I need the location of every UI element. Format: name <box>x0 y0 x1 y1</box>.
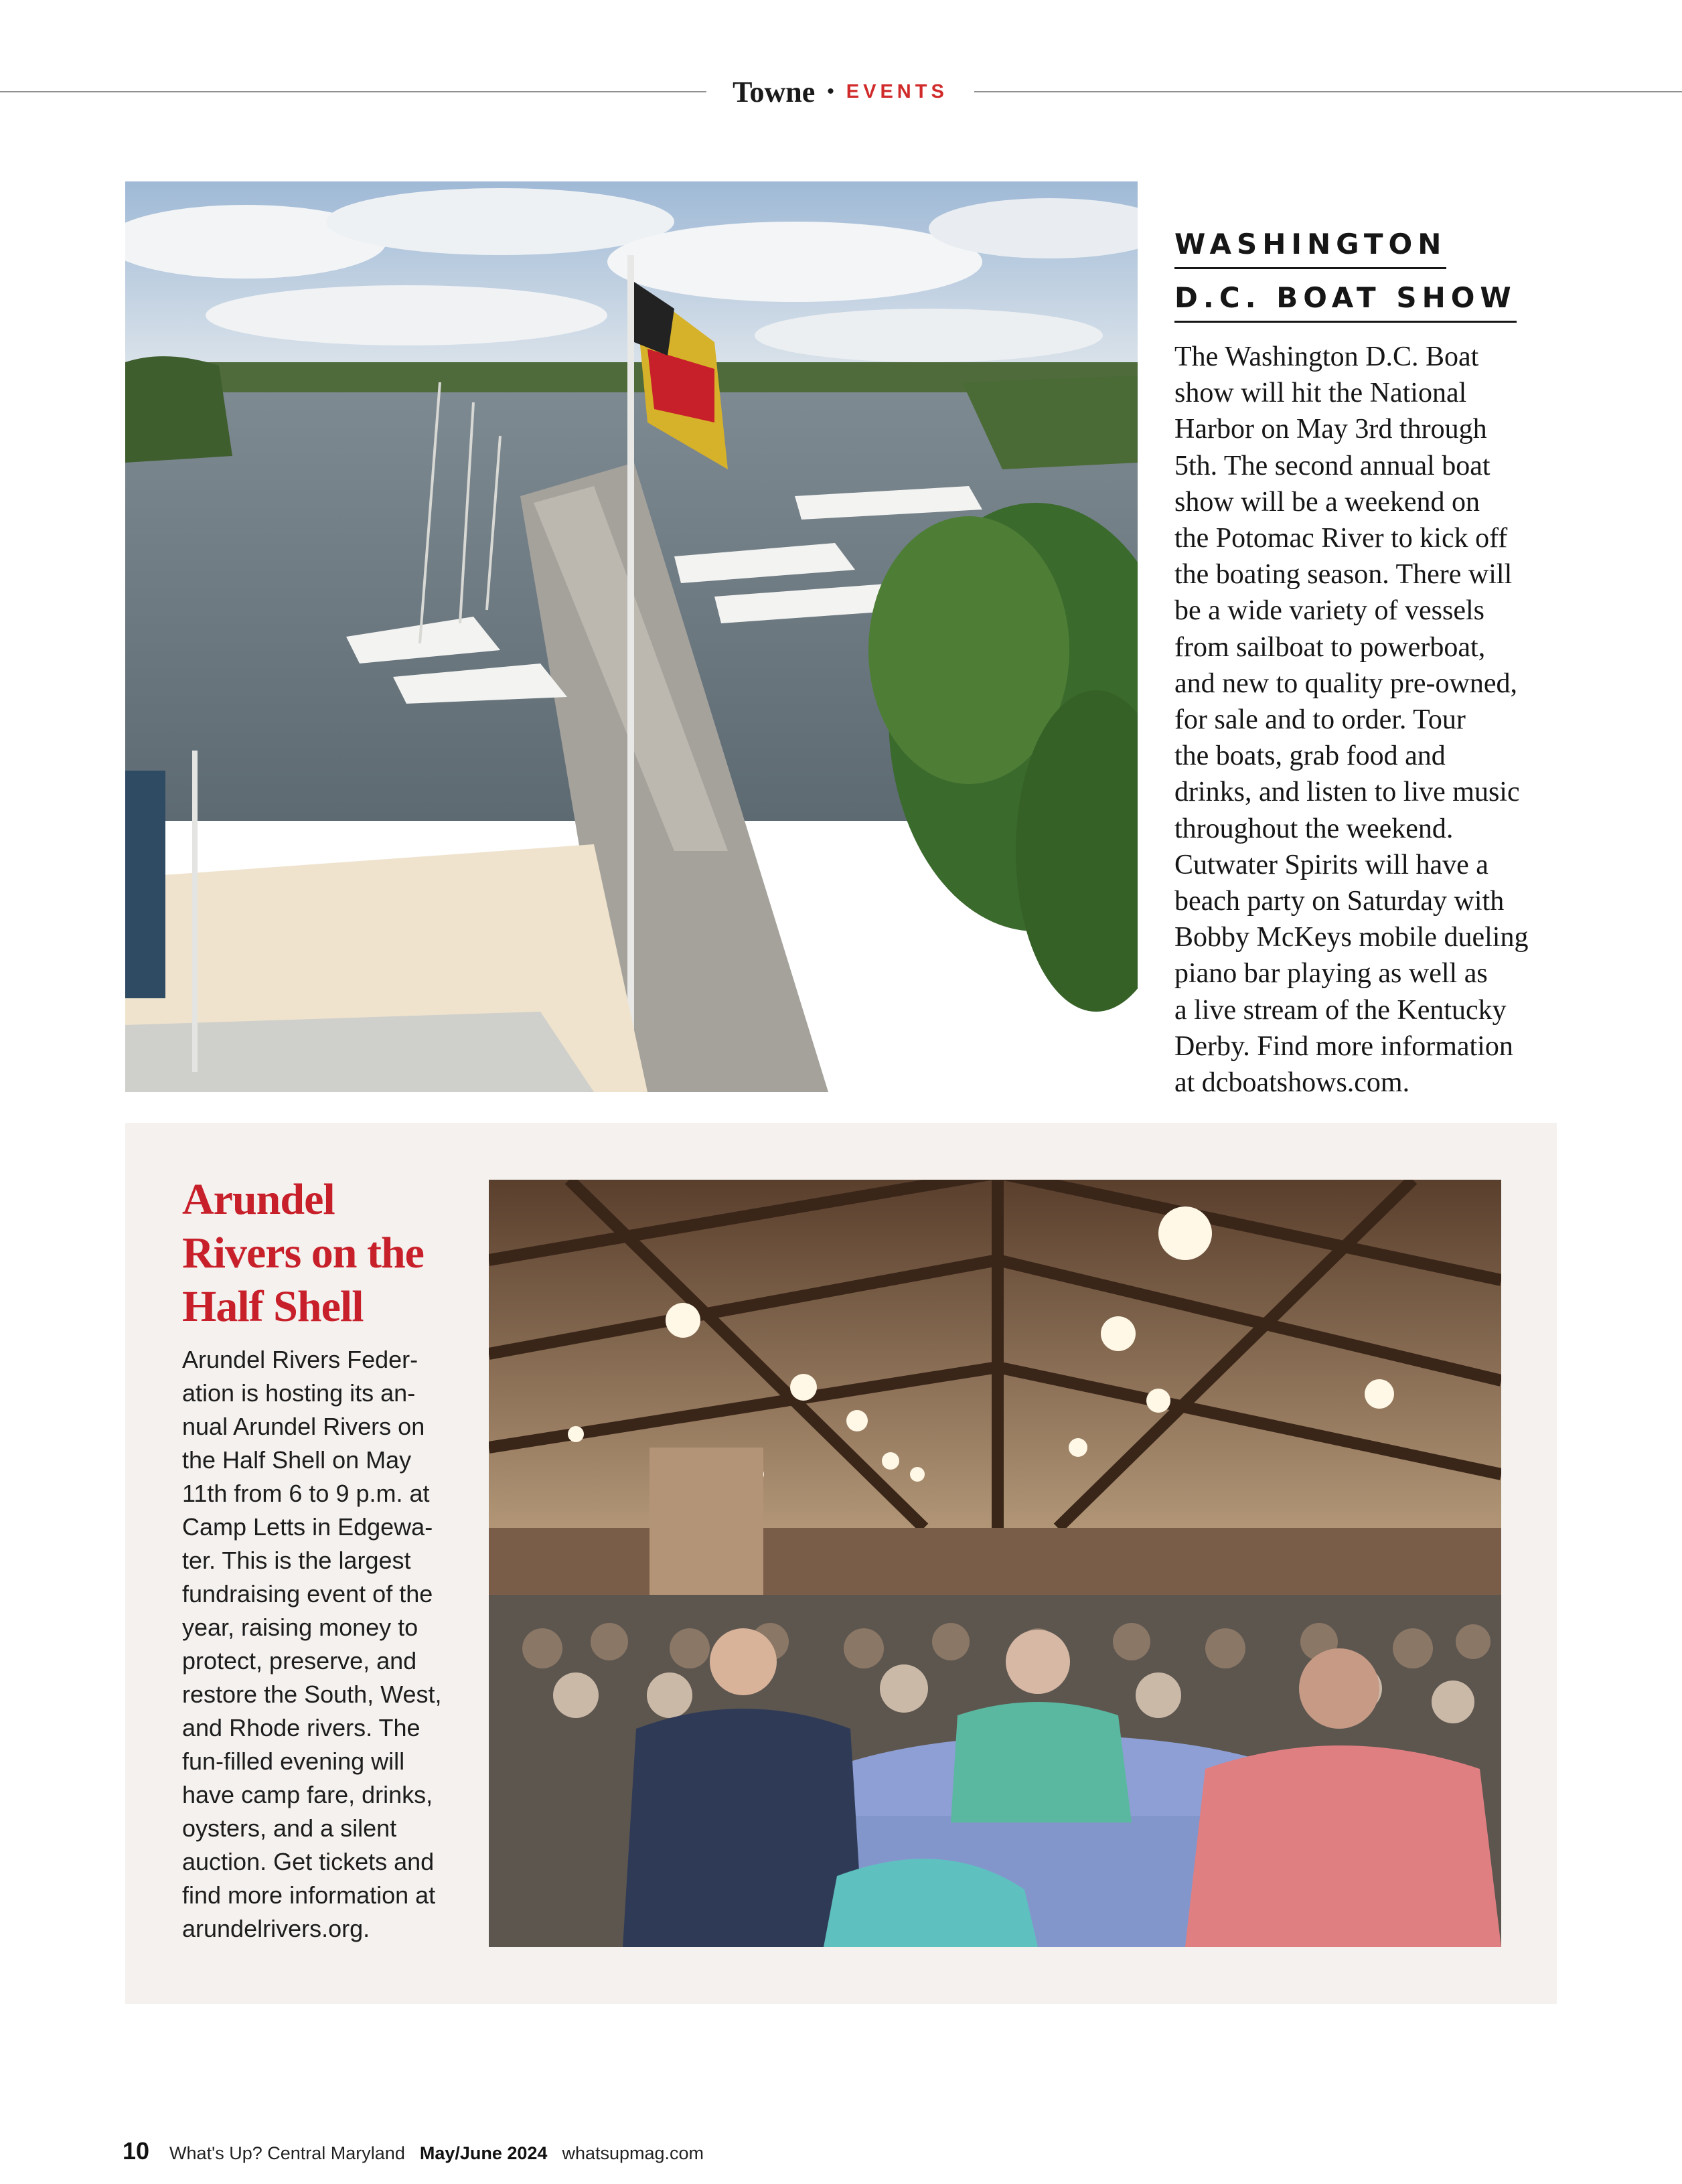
page-number: 10 <box>123 2137 150 2165</box>
issue-date: May/June 2024 <box>419 2143 548 2163</box>
header-separator: • <box>827 80 834 102</box>
arundel-body: Arundel Rivers Feder- ation is hosting its an- nual Arundel Rivers on the Half Shell on May 11th from 6 to 9 p.m. at Camp Letts in Edgewa- ter. This is the largest fundraising event of the year, raising money to protect, preserve, and restore the South, West, and Rhode rivers. The fun-filled evening will have camp fare, drinks, oysters, and a silent auction. Get tickets and find more information at arundelrivers.org. <box>182 1346 442 1942</box>
boat-show-heading <box>1174 228 1523 335</box>
header-rule-left <box>0 91 706 92</box>
running-header <box>706 68 974 115</box>
header-rule-right <box>974 91 1682 92</box>
half-shell-photo <box>489 1180 1501 1947</box>
arundel-heading: Arundel Rivers on the Half Shell <box>182 1175 424 1331</box>
boat-show-photo <box>125 181 1138 1092</box>
page-footer <box>123 2137 704 2171</box>
hall-illustration <box>489 1180 1501 1947</box>
header-section: EVENTS <box>846 80 948 102</box>
magazine-name: What's Up? Central Maryland <box>169 2143 405 2163</box>
boat-show-heading-line1: WASHINGTON <box>1174 228 1446 269</box>
boat-show-body: The Washington D.C. Boat show will hit the National Harbor on May 3rd through 5th. The second annual boat show will be a weekend on the Potomac River to kick off the boating season. There will be a wide variety of vessels from sailboat to powerboat, and new to quality pre-owned, for sale and to order. Tour the boats, grab food and drinks, and listen to live music throughout the weekend. Cutwater Spirits will have a beach party on Saturday with Bobby McKeys mobile dueling piano bar playing as well as a live stream of the Kentucky Derby. Find more information at dcboatshows.com. <box>1174 341 1529 1099</box>
harbor-illustration <box>125 181 1138 1092</box>
website: whatsupmag.com <box>562 2143 704 2163</box>
header-brand: Towne <box>733 75 816 108</box>
boat-show-heading-line2: D.C. BOAT SHOW <box>1174 281 1517 323</box>
